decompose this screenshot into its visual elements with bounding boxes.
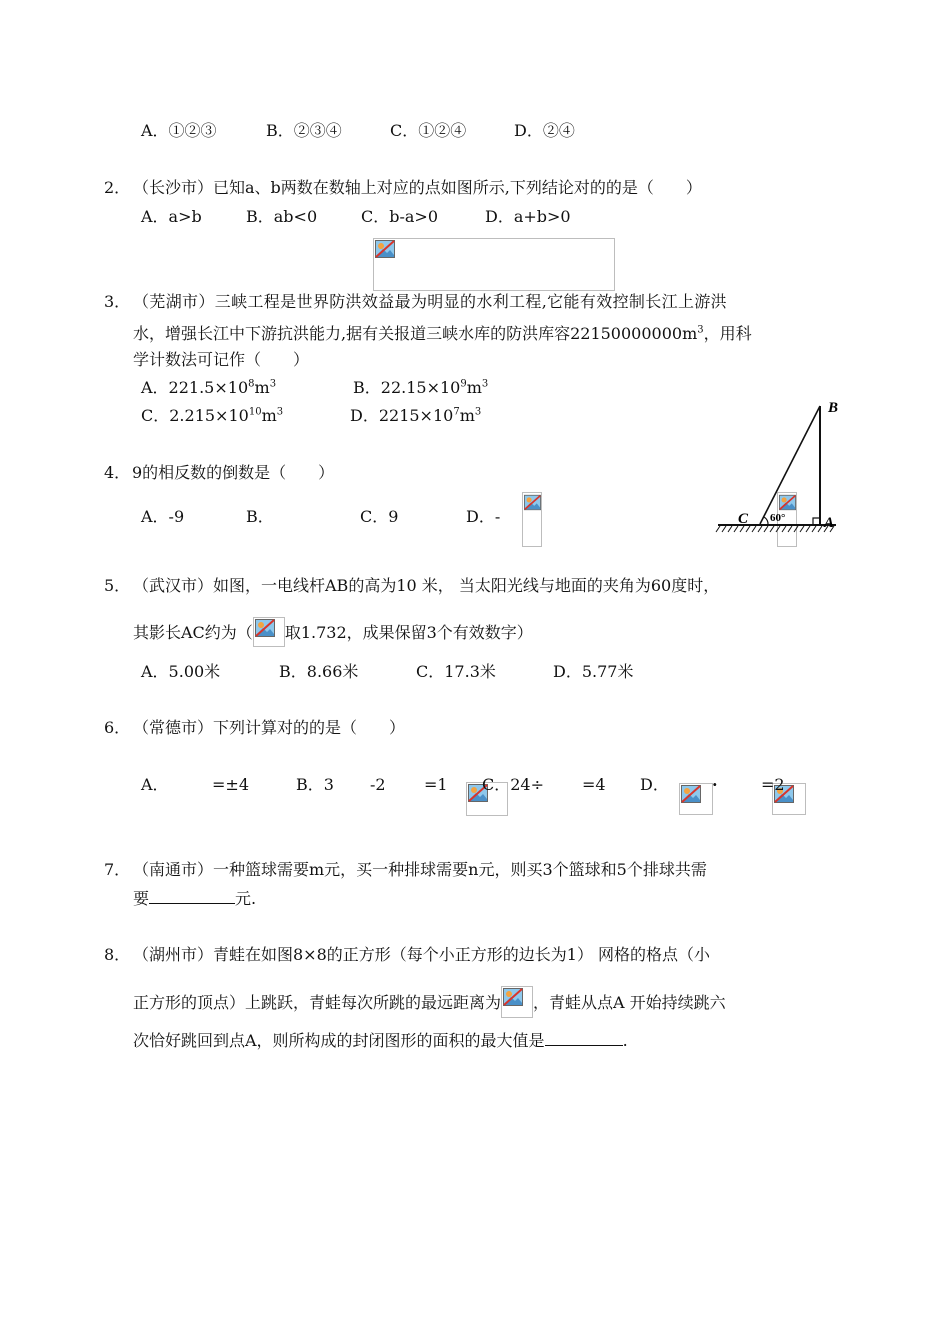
q4-option-a: A．-9 bbox=[141, 507, 185, 526]
q8-stem-line2 bbox=[133, 986, 726, 1018]
broken-image-icon bbox=[255, 619, 275, 637]
q1-option-b: B．②③④ bbox=[266, 121, 342, 140]
q1-option-a: A．①②③ bbox=[141, 121, 217, 140]
q7-stem-line1: （南通市）一种篮球需要m元，买一种排球需要n元，则买3个篮球和5个排球共需 bbox=[133, 860, 707, 879]
q4-option-d: D．- bbox=[466, 507, 501, 526]
q2-option-c: C．b-a>0 bbox=[361, 207, 439, 226]
number-line-image-placeholder bbox=[373, 238, 615, 291]
q7-stem-line2 bbox=[133, 887, 256, 911]
sun-ray-bc bbox=[760, 406, 820, 524]
q5-option-a: A．5.00米 bbox=[141, 662, 221, 681]
label-b: B bbox=[828, 400, 839, 416]
q1-option-c: C．①②④ bbox=[390, 121, 467, 140]
q3-a-unit: m bbox=[254, 378, 270, 397]
q3-option-a bbox=[141, 376, 276, 400]
ground-hatching bbox=[716, 526, 834, 532]
broken-image-icon bbox=[503, 988, 523, 1006]
q6-option-d-label: D． bbox=[640, 775, 669, 794]
q3-line2-tail: ，用科 bbox=[703, 324, 752, 343]
q3-option-b bbox=[353, 376, 488, 400]
q3-stem-line1: （芜湖市）三峡工程是世界防洪效益最为明显的水利工程,它能有效控制长江上游洪 bbox=[133, 292, 728, 311]
q3-option-d bbox=[350, 404, 481, 428]
q5-option-b: B．8.66米 bbox=[279, 662, 359, 681]
q3-c-exp: 10 bbox=[248, 406, 262, 418]
label-a: A bbox=[824, 515, 835, 531]
q4-stem: 9的相反数的倒数是（ ） bbox=[132, 463, 335, 482]
q8-line2-pre: 正方形的顶点）上跳跃，青蛙每次所跳的最远距离为 bbox=[133, 993, 502, 1012]
q4-number: 4． bbox=[104, 463, 131, 482]
q3-option-c bbox=[141, 404, 283, 428]
q2-stem: （长沙市）已知a、b两数在数轴上对应的点如图所示,下列结论对的的是（ ） bbox=[133, 178, 702, 197]
q6-option-c-label: C．24÷ bbox=[482, 775, 545, 794]
q3-d-unit-exp: 3 bbox=[474, 406, 482, 418]
q6-stem: （常德市）下列计算对的的是（ ） bbox=[133, 718, 406, 737]
q2-option-d: D．a+b>0 bbox=[485, 207, 571, 226]
q7-line2-pre: 要 bbox=[133, 889, 150, 908]
q3-d-text: D．2215×10 bbox=[350, 406, 454, 425]
q8-stem-line3 bbox=[133, 1029, 628, 1053]
q5-stem-line1: （武汉市）如图，一电线杆AB的高为10 米， 当太阳光线与地面的夹角为60度时， bbox=[133, 576, 720, 595]
q3-line2-sup: 3 bbox=[697, 324, 704, 336]
right-angle-mark bbox=[813, 518, 820, 525]
q3-c-text: C．2.215×10 bbox=[141, 406, 249, 425]
triangle-figure bbox=[712, 392, 848, 538]
q2-option-a: A．a>b bbox=[141, 207, 202, 226]
q4-option-b: B． bbox=[246, 507, 274, 526]
q3-d-exp: 7 bbox=[453, 406, 460, 418]
q5-number: 5． bbox=[104, 576, 131, 595]
q8-number: 8． bbox=[104, 945, 131, 964]
q3-d-unit: m bbox=[459, 406, 475, 425]
q7-line2-post: 元. bbox=[235, 889, 257, 908]
q6-number: 6． bbox=[104, 718, 131, 737]
q3-a-unit-exp: 3 bbox=[269, 378, 277, 390]
q6-option-b-mid: -2 bbox=[370, 775, 386, 794]
q8-line3-post: . bbox=[622, 1031, 628, 1050]
q3-a-exp: 8 bbox=[248, 378, 255, 390]
q6-option-b-rhs: =1 bbox=[424, 775, 448, 794]
q3-stem-line3: 学计数法可记作（ ） bbox=[133, 350, 310, 369]
broken-image-icon bbox=[375, 240, 395, 258]
q4-option-c: C．9 bbox=[360, 507, 399, 526]
q6-option-d-rhs: =2 bbox=[761, 775, 785, 794]
q3-line2-text: 水，增强长江中下游抗洪能力,据有关报道三峡水库的防洪库容22150000000m bbox=[133, 324, 698, 343]
q3-b-unit: m bbox=[466, 378, 482, 397]
q5-line2-post: 取1.732，成果保留3个有效数字） bbox=[284, 623, 533, 642]
q8-answer-blank[interactable] bbox=[545, 1029, 623, 1046]
q3-a-text: A．221.5×10 bbox=[141, 378, 249, 397]
q4-option-b-image-placeholder bbox=[522, 492, 542, 547]
broken-image-icon bbox=[681, 785, 701, 803]
q8-line2-post: ，青蛙从点A 开始持续跳六 bbox=[533, 993, 726, 1012]
broken-image-icon bbox=[524, 494, 541, 511]
q6-option-b-label: B．3 bbox=[296, 775, 334, 794]
q3-b-text: B．22.15×10 bbox=[353, 378, 461, 397]
q1-option-d: D．②④ bbox=[514, 121, 575, 140]
q7-number: 7． bbox=[104, 860, 131, 879]
q8-line3-pre: 次恰好跳回到点A，则所构成的封闭图形的面积的最大值是 bbox=[133, 1031, 545, 1050]
q3-stem-line2 bbox=[133, 322, 752, 346]
angle-label: 60° bbox=[770, 512, 786, 524]
q6-option-a-label: A． bbox=[141, 775, 169, 794]
sqrt-image-placeholder bbox=[253, 617, 285, 647]
q6-b-image-placeholder-1 bbox=[679, 783, 713, 815]
q3-b-exp: 9 bbox=[460, 378, 467, 390]
label-c: C bbox=[738, 511, 749, 527]
q2-option-b: B．ab<0 bbox=[246, 207, 318, 226]
q5-line2-pre: 其影长AC约为（ bbox=[133, 623, 253, 642]
q5-stem-line2 bbox=[133, 617, 533, 647]
q6-option-d-mid: · bbox=[712, 775, 718, 794]
q3-c-unit: m bbox=[261, 406, 277, 425]
q5-option-c: C．17.3米 bbox=[416, 662, 496, 681]
angle-arc bbox=[764, 517, 768, 525]
q8-stem-line1: （湖州市）青蛙在如图8×8的正方形（每个小正方形的边长为1） 网格的格点（小 bbox=[133, 945, 711, 964]
q6-option-a-rhs: =±4 bbox=[212, 775, 249, 794]
q6-option-c-rhs: =4 bbox=[582, 775, 606, 794]
sqrt-distance-image-placeholder bbox=[501, 986, 533, 1018]
q2-number: 2． bbox=[104, 178, 131, 197]
q3-number: 3． bbox=[104, 292, 131, 311]
q7-answer-blank[interactable] bbox=[149, 887, 235, 904]
q5-option-d: D．5.77米 bbox=[553, 662, 634, 681]
q3-b-unit-exp: 3 bbox=[481, 378, 489, 390]
q3-c-unit-exp: 3 bbox=[276, 406, 284, 418]
